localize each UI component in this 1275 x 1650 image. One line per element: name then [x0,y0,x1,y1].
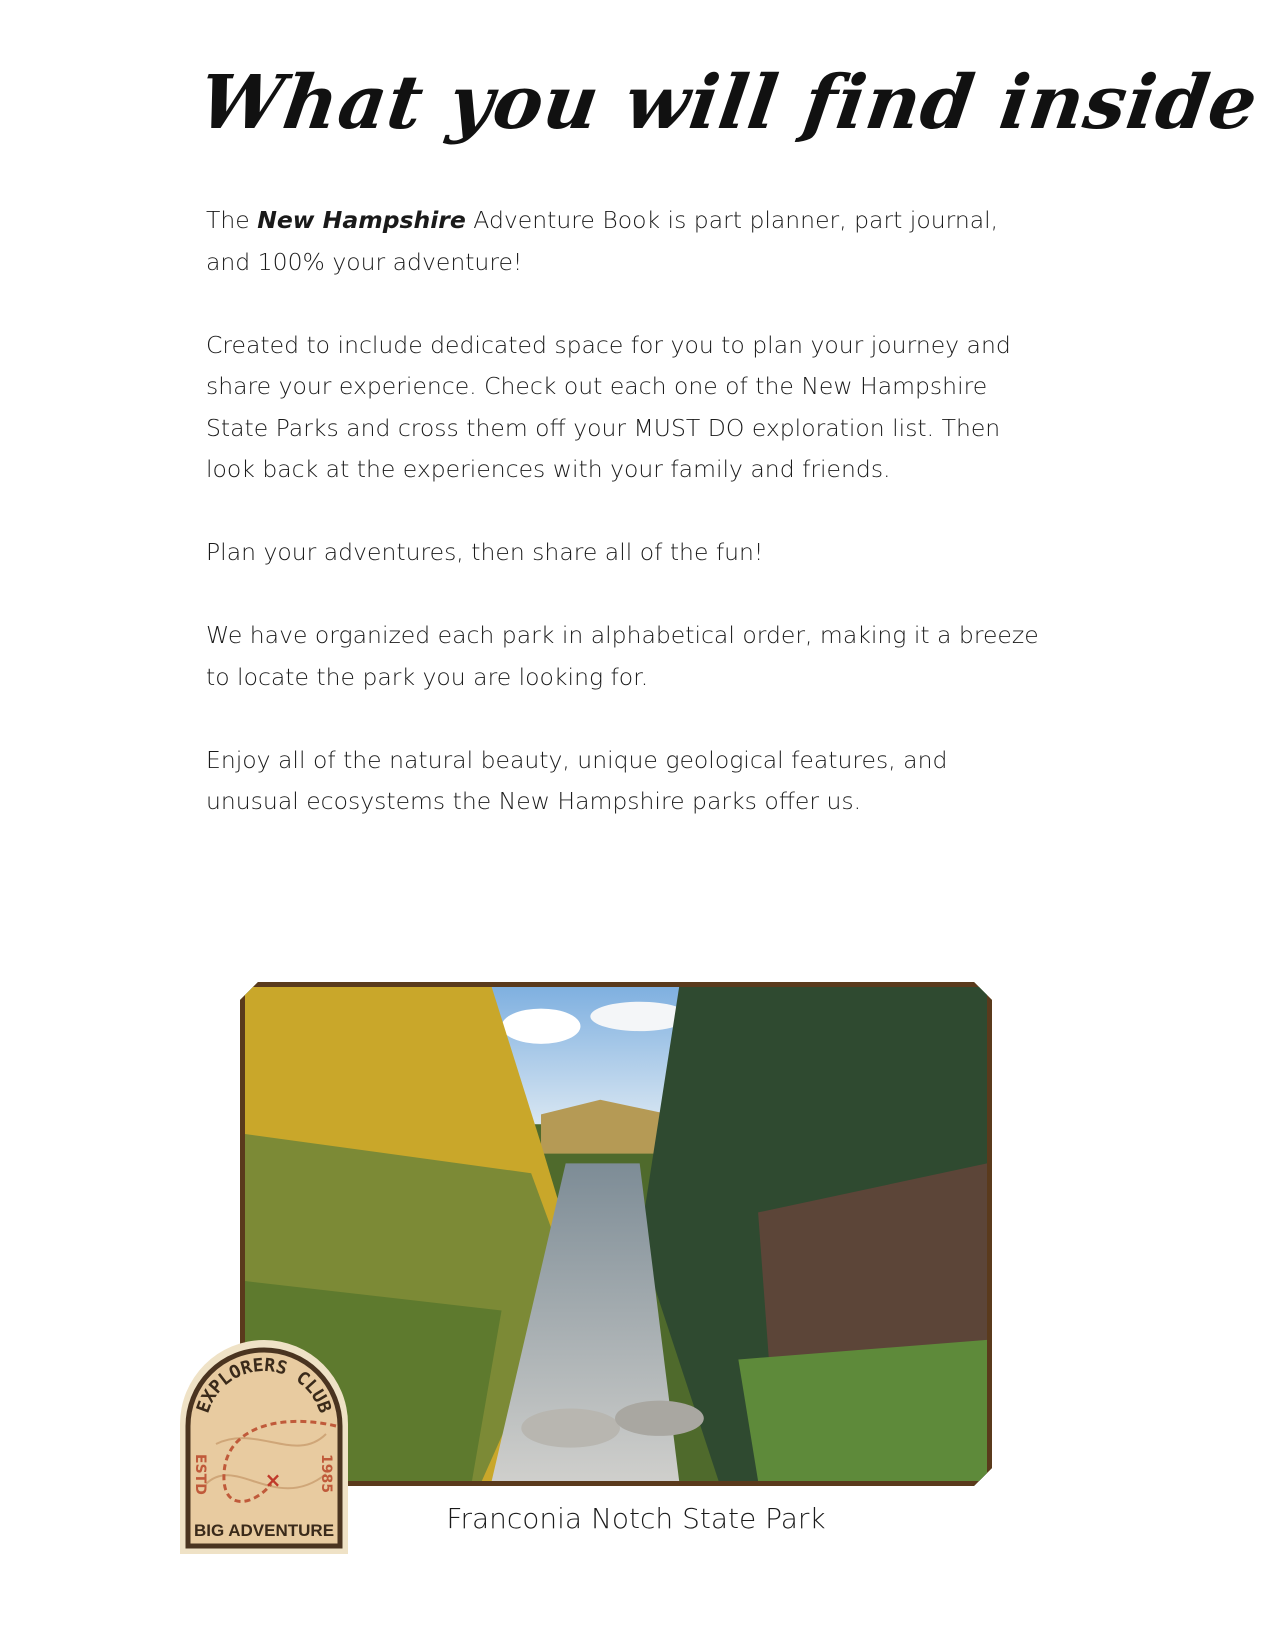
park-photo [240,982,992,1486]
paragraph: We have organized each park in alphabetical order, making it a breeze to locate the park you are looking for. [206,621,1039,691]
svg-text:BIG ADVENTURE: BIG ADVENTURE [193,1521,335,1540]
body-text [206,200,1046,864]
svg-text:×: × [264,1468,282,1492]
page-title: What you will find inside [193,60,1264,146]
paragraph: Enjoy all of the natural beauty, unique geological features, and unusual ecosystems the New Hampshire parks offer us. [206,745,948,815]
explorers-club-badge [176,1334,352,1558]
svg-text:EXPLORERS CLUB: EXPLORERS CLUB [192,1354,336,1416]
paragraph: Created to include dedicated space for you to plan your journey and share your experience. Check out each one of the New Hampshire State Parks and cross them off your MUST DO exploration list. Then look back at the experiences with your family and friends. [206,330,1011,483]
paragraph: Plan your adventures, then share all of the fun! [206,538,764,566]
state-name: New Hampshire [257,206,466,234]
photo-caption: Franconia Notch State Park [446,1502,826,1535]
svg-text:1985: 1985 [318,1454,334,1493]
intro-paragraph: The New Hampshire Adventure Book is part planner, part journal, and 100% your adventure! [206,206,999,276]
svg-text:ESTD: ESTD [192,1454,208,1495]
